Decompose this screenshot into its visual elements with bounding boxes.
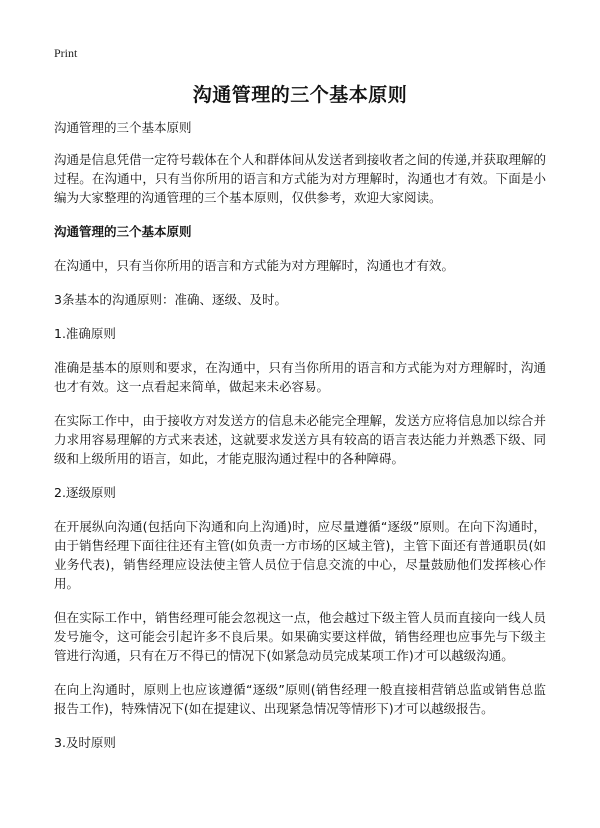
body-paragraph: 准确是基本的原则和要求，在沟通中，只有当你所用的语言和方式能为对方理解时，沟通也才有效。这一点看起来简单，做起来未必容易。	[54, 360, 546, 394]
document-body	[54, 118, 546, 767]
body-paragraph: 但在实际工作中，销售经理可能会忽视这一点，他会越过下级主管人员而直接向一线人员发号施令，这可能会引起许多不良后果。如果确实要这样做，销售经理也应事先与下级主管进行沟通，只有在万不得已的情况下(如紧急动员完成某项工作)才可以越级沟通。	[54, 610, 546, 663]
print-link[interactable]: Print	[54, 46, 78, 60]
intro-paragraph: 沟通是信息凭借一定符号载体在个人和群体间从发送者到接收者之间的传递,并获取理解的过程。在沟通中，只有当你所用的语言和方式能为对方理解时，沟通也才有效。下面是小编为大家整理的沟通管理的三个基本原则，仅供参考，欢迎大家阅读。	[54, 152, 546, 205]
body-paragraph: 在向上沟通时，原则上也应该遵循“逐级”原则(销售经理一般直接相营销总监或销售总监报告工作)，特殊情况下(如在提建议、出现紧急情况等情形下)才可以越级报告。	[54, 682, 546, 716]
document-subtitle: 沟通管理的三个基本原则	[54, 120, 192, 135]
body-paragraph: 在开展纵向沟通(包括向下沟通和向上沟通)时，应尽量遵循“逐级”原则。在向下沟通时，由于销售经理下面往往还有主管(如负责一方市场的区域主管)，主管下面还有普通职员(如业务代表)，销售经理应设法使主管人员位于信息交流的中心，尽量鼓励他们发挥核心作用。	[54, 519, 546, 591]
principle-heading-timeliness: 3.及时原则	[54, 735, 116, 750]
section-heading: 沟通管理的三个基本原则	[54, 224, 192, 239]
principle-heading-step-by-step: 2.逐级原则	[54, 485, 116, 500]
body-paragraph: 在沟通中，只有当你所用的语言和方式能为对方理解时，沟通也才有效。	[54, 258, 455, 273]
principle-heading-accuracy: 1.准确原则	[54, 326, 116, 341]
body-paragraph: 3条基本的沟通原则：准确、逐级、及时。	[54, 292, 287, 307]
body-paragraph: 在实际工作中，由于接收方对发送方的信息未必能完全理解，发送方应将信息加以综合并力求用容易理解的方式来表述，这就要求发送方具有较高的语言表达能力并熟悉下级、同级和上级所用的语言，如此，才能克服沟通过程中的各种障碍。	[54, 413, 546, 466]
document-title: 沟通管理的三个基本原则	[192, 84, 408, 106]
